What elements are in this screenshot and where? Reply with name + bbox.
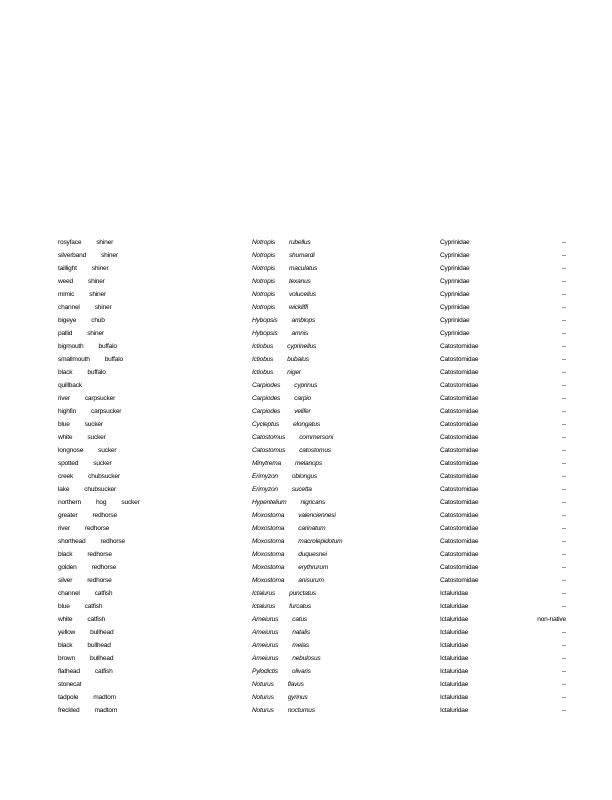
common-name-word: bigeye [58, 317, 77, 324]
common-name-word: sucker [93, 460, 112, 467]
genus-name: Carpiodes [252, 395, 281, 402]
genus-name: Hybopsis [252, 330, 278, 337]
common-name-word: blue [58, 421, 70, 428]
status-value: non-native [537, 616, 566, 623]
common-name-word: bullhead [89, 655, 114, 662]
species-epithet: melanops [294, 460, 322, 467]
status-value: -- [562, 304, 566, 311]
common-name-word: chubsucker [84, 486, 117, 493]
genus-name: Moxostoma [252, 525, 285, 532]
table-row [0, 509, 612, 522]
status-value: -- [562, 564, 566, 571]
common-name-word: rosyface [58, 239, 82, 246]
status-value: -- [562, 330, 566, 337]
family-name: Ictaluridae [440, 668, 469, 675]
status-value: -- [562, 668, 566, 675]
common-name-word: catfish [84, 603, 103, 610]
table-row [0, 613, 612, 626]
family-name: Catostomidae [440, 343, 479, 350]
table-row [0, 405, 612, 418]
genus-name: Ameiurus [252, 642, 279, 649]
common-name-word: madtom [93, 694, 116, 701]
family-name: Ictaluridae [440, 707, 469, 714]
status-value: -- [562, 642, 566, 649]
species-epithet: niger [287, 369, 301, 376]
species-epithet: furcatus [289, 603, 311, 610]
status-value: -- [562, 486, 566, 493]
genus-name: Notropis [252, 239, 275, 246]
family-name: Ictaluridae [440, 694, 469, 701]
status-value: -- [562, 434, 566, 441]
status-value: -- [562, 694, 566, 701]
common-name-word: pallid [58, 330, 73, 337]
species-epithet: catostomus [299, 447, 331, 454]
table-row [0, 353, 612, 366]
genus-name: Catostomus [252, 434, 286, 441]
genus-name: Pylodictis [252, 668, 278, 675]
common-name-word: redhorse [87, 577, 112, 584]
table-row [0, 340, 612, 353]
genus-name: Ictiobus [252, 356, 274, 363]
common-name-word: creek [58, 473, 74, 480]
genus-name: Notropis [252, 304, 275, 311]
family-name: Catostomidae [440, 564, 479, 571]
common-name-word: chubsucker [88, 473, 120, 480]
species-epithet: bubalus [287, 356, 309, 363]
common-name-word: black [58, 551, 73, 558]
species-epithet: macrolepidotum [298, 538, 343, 545]
species-epithet: carpio [294, 395, 312, 402]
common-name-word: catfish [94, 668, 113, 675]
common-name-word: white [58, 616, 73, 623]
table-row [0, 574, 612, 587]
status-value: -- [562, 252, 566, 259]
common-name-word: freckled [58, 707, 80, 714]
species-epithet: natalis [292, 629, 310, 636]
family-name: Catostomidae [440, 408, 479, 415]
species-epithet: anisurum [298, 577, 324, 584]
family-name: Cyprinidae [440, 317, 470, 324]
common-name-word: blue [58, 603, 70, 610]
common-name-word: carpsucker [91, 408, 122, 415]
common-name-word: tadpole [58, 694, 79, 701]
species-epithet: duquesnei [298, 551, 327, 558]
common-name-word: sucker [98, 447, 117, 454]
family-name: Catostomidae [440, 577, 479, 584]
common-name-word: madtom [94, 707, 118, 714]
status-value: -- [562, 239, 566, 246]
species-epithet: commersoni [299, 434, 334, 441]
genus-name: Notropis [252, 265, 275, 272]
status-value: -- [562, 356, 566, 363]
common-name-word: yellow [58, 629, 76, 636]
common-name-word: greater [58, 512, 78, 519]
common-name-word: sucker [121, 499, 140, 506]
family-name: Cyprinidae [440, 252, 470, 259]
common-name-word: redhorse [87, 551, 112, 558]
family-name: Catostomidae [440, 421, 479, 428]
species-epithet: flavus [287, 681, 304, 688]
table-row [0, 288, 612, 301]
common-name-word: highfin [58, 408, 77, 415]
genus-name: Ameiurus [252, 629, 279, 636]
table-row [0, 262, 612, 275]
common-name-word: channel [58, 590, 80, 597]
species-epithet: texanus [288, 278, 311, 285]
species-epithet: amblops [291, 317, 316, 324]
common-name-word: redhorse [84, 525, 110, 532]
species-epithet: nigricans [300, 499, 326, 506]
common-name-word: spotted [58, 460, 79, 467]
family-name: Cyprinidae [440, 291, 470, 298]
genus-name: Ictalurus [252, 603, 276, 610]
species-epithet: shumardi [288, 252, 315, 259]
common-name-word: carpsucker [84, 395, 116, 402]
common-name-word: river [58, 395, 70, 402]
common-name-word: channel [58, 304, 80, 311]
genus-name: Minytrema [252, 460, 281, 467]
species-epithet: cyprinus [294, 382, 318, 389]
common-name-word: catfish [87, 616, 106, 623]
family-name: Catostomidae [440, 395, 479, 402]
status-value: -- [562, 629, 566, 636]
status-value: -- [562, 551, 566, 558]
table-row [0, 626, 612, 639]
table-row [0, 314, 612, 327]
table-row [0, 587, 612, 600]
common-name-word: stonecat [58, 681, 82, 688]
genus-name: Erimyzon [252, 486, 278, 493]
family-name: Ictaluridae [440, 681, 469, 688]
common-name-word: brown [58, 655, 75, 662]
species-epithet: carinatum [298, 525, 326, 532]
common-name-word: northern [58, 499, 81, 506]
table-row [0, 301, 612, 314]
species-epithet: oblongus [291, 473, 318, 480]
species-epithet: sucetta [291, 486, 312, 493]
common-name-word: river [58, 525, 70, 532]
table-row [0, 639, 612, 652]
table-row [0, 392, 612, 405]
species-epithet: catus [292, 616, 308, 623]
table-row [0, 600, 612, 613]
common-name-word: flathead [58, 668, 80, 675]
common-name-word: weed [58, 278, 73, 285]
genus-name: Cycleptus [252, 421, 280, 428]
table-row [0, 275, 612, 288]
species-epithet: volucellus [288, 291, 316, 298]
status-value: -- [562, 317, 566, 324]
genus-name: Notropis [252, 291, 275, 298]
common-name-word: hog [95, 499, 107, 506]
genus-name: Carpiodes [252, 382, 281, 389]
genus-name: Noturus [252, 707, 274, 714]
table-row [0, 665, 612, 678]
family-name: Catostomidae [440, 551, 479, 558]
common-name-word: golden [58, 564, 77, 571]
table-row [0, 691, 612, 704]
common-name-word: silver [58, 577, 73, 584]
genus-name: Catostomus [252, 447, 286, 454]
table-row [0, 678, 612, 691]
species-epithet: cyprinellus [287, 343, 317, 350]
table-row [0, 327, 612, 340]
common-name-word: mimic [58, 291, 75, 298]
species-epithet: valenciennesi [298, 512, 336, 519]
common-name-word: quillback [58, 382, 82, 389]
common-name-word: buffalo [87, 369, 106, 376]
table-row [0, 535, 612, 548]
common-name-word: lake [58, 486, 70, 493]
status-value: -- [562, 473, 566, 480]
genus-name: Notropis [252, 252, 275, 259]
genus-name: Hybopsis [252, 317, 278, 324]
family-name: Cyprinidae [440, 304, 470, 311]
common-name-word: black [58, 369, 73, 376]
genus-name: Moxostoma [252, 538, 285, 545]
genus-name: Noturus [252, 681, 274, 688]
table-row [0, 470, 612, 483]
family-name: Cyprinidae [440, 239, 470, 246]
family-name: Catostomidae [440, 447, 479, 454]
common-name-word: chub [91, 317, 105, 324]
species-epithet: nocturnus [287, 707, 315, 714]
genus-name: Moxostoma [252, 577, 285, 584]
common-name-word: bullhead [90, 629, 114, 636]
common-name-word: bigmouth [58, 343, 84, 350]
genus-name: Carpiodes [252, 408, 281, 415]
status-value: -- [562, 395, 566, 402]
genus-name: Moxostoma [252, 564, 285, 571]
common-name-word: white [58, 434, 73, 441]
common-name-word: bullhead [87, 642, 111, 649]
family-name: Catostomidae [440, 369, 479, 376]
species-epithet: melas [292, 642, 309, 649]
family-name: Catostomidae [440, 486, 479, 493]
genus-name: Notropis [252, 278, 275, 285]
table-row [0, 457, 612, 470]
status-value: -- [562, 382, 566, 389]
species-epithet: punctatus [289, 590, 316, 597]
table-row [0, 418, 612, 431]
table-row [0, 652, 612, 665]
genus-name: Ictalurus [252, 590, 276, 597]
genus-name: Ameiurus [252, 655, 279, 662]
common-name-word: sucker [84, 421, 103, 428]
table-row [0, 431, 612, 444]
family-name: Cyprinidae [440, 330, 470, 337]
family-name: Catostomidae [440, 434, 479, 441]
family-name: Cyprinidae [440, 265, 470, 272]
status-value: -- [562, 499, 566, 506]
genus-name: Noturus [252, 694, 274, 701]
common-name-word: smallmouth [58, 356, 90, 363]
status-value: -- [562, 447, 566, 454]
genus-name: Erimyzon [252, 473, 278, 480]
common-name-word: shorthead [58, 538, 86, 545]
genus-name: Moxostoma [252, 551, 285, 558]
common-name-word: shiner [91, 265, 109, 272]
table-row [0, 548, 612, 561]
species-epithet: gyrinus [287, 694, 308, 701]
species-epithet: maculatus [288, 265, 318, 272]
status-value: -- [562, 512, 566, 519]
genus-name: Ictiobus [252, 343, 274, 350]
species-epithet: erythrurum [298, 564, 329, 571]
species-epithet: elongatus [293, 421, 320, 428]
family-name: Ictaluridae [440, 616, 469, 623]
table-row [0, 496, 612, 509]
common-name-word: buffalo [104, 356, 123, 363]
table-row [0, 704, 612, 717]
genus-name: Moxostoma [252, 512, 285, 519]
table-row [0, 366, 612, 379]
status-value: -- [562, 460, 566, 467]
fish-species-table [0, 236, 612, 717]
table-row [0, 249, 612, 262]
status-value: -- [562, 525, 566, 532]
common-name-word: redhorse [92, 512, 117, 519]
table-row [0, 236, 612, 249]
status-value: -- [562, 681, 566, 688]
family-name: Catostomidae [440, 499, 479, 506]
family-name: Ictaluridae [440, 629, 469, 636]
table-row [0, 483, 612, 496]
family-name: Cyprinidae [440, 278, 470, 285]
family-name: Ictaluridae [440, 603, 469, 610]
common-name-word: redhorse [100, 538, 125, 545]
table-row [0, 561, 612, 574]
family-name: Catostomidae [440, 512, 479, 519]
species-epithet: wickliffi [288, 304, 309, 311]
family-name: Ictaluridae [440, 642, 469, 649]
status-value: -- [562, 343, 566, 350]
species-epithet: rubellus [288, 239, 311, 246]
common-name-word: buffalo [98, 343, 117, 350]
family-name: Ictaluridae [440, 655, 469, 662]
table-row [0, 522, 612, 535]
common-name-word: taillight [58, 265, 77, 272]
common-name-word: shiner [94, 304, 112, 311]
status-value: -- [562, 278, 566, 285]
common-name-word: shiner [87, 278, 105, 285]
status-value: -- [562, 590, 566, 597]
status-value: -- [562, 291, 566, 298]
status-value: -- [562, 603, 566, 610]
family-name: Catostomidae [440, 525, 479, 532]
status-value: -- [562, 408, 566, 415]
genus-name: Hypentelium [252, 499, 287, 506]
common-name-word: longnose [58, 447, 84, 454]
genus-name: Ictiobus [252, 369, 274, 376]
status-value: -- [562, 577, 566, 584]
family-name: Ictaluridae [440, 590, 469, 597]
table-row [0, 379, 612, 392]
status-value: -- [562, 265, 566, 272]
species-epithet: velifer [294, 408, 311, 415]
family-name: Catostomidae [440, 356, 479, 363]
family-name: Catostomidae [440, 460, 479, 467]
common-name-word: shiner [101, 252, 118, 259]
genus-name: Ameiurus [252, 616, 279, 623]
status-value: -- [562, 421, 566, 428]
common-name-word: shiner [89, 291, 106, 298]
species-epithet: amnis [291, 330, 309, 337]
common-name-word: shiner [87, 330, 104, 337]
common-name-word: shiner [96, 239, 114, 246]
status-value: -- [562, 655, 566, 662]
family-name: Catostomidae [440, 538, 479, 545]
common-name-word: sucker [87, 434, 106, 441]
status-value: -- [562, 707, 566, 714]
species-epithet: olivaris [291, 668, 311, 675]
family-name: Catostomidae [440, 473, 479, 480]
common-name-word: black [58, 642, 73, 649]
status-value: -- [562, 369, 566, 376]
table-row [0, 444, 612, 457]
common-name-word: catfish [94, 590, 113, 597]
family-name: Catostomidae [440, 382, 479, 389]
common-name-word: redhorse [91, 564, 117, 571]
species-epithet: nebulosus [292, 655, 321, 662]
status-value: -- [562, 538, 566, 545]
common-name-word: silverband [58, 252, 87, 259]
